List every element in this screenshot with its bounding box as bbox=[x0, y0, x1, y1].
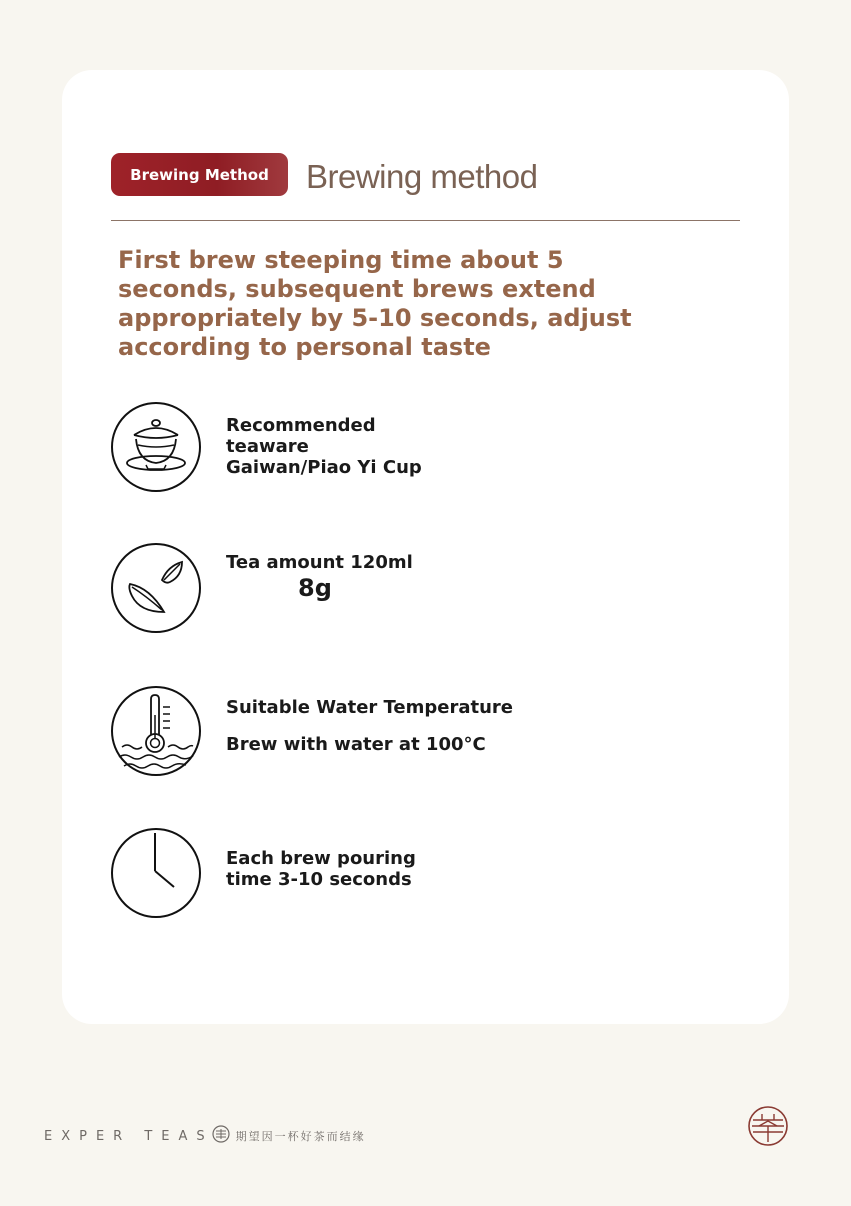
clock-icon bbox=[110, 827, 202, 919]
teaware-line-3: Gaiwan/Piao Yi Cup bbox=[226, 457, 422, 478]
footer-brand bbox=[44, 1126, 366, 1146]
tea-amount-info bbox=[226, 552, 413, 573]
pouring-time-line-2: time 3-10 seconds bbox=[226, 869, 412, 890]
tea-amount-value: 8g bbox=[298, 574, 332, 602]
section-title: Brewing method bbox=[306, 158, 538, 195]
teaware-line-1: Recommended bbox=[226, 415, 376, 436]
thermometer-icon bbox=[110, 685, 202, 777]
brand-name: EXPER TEAS bbox=[44, 1128, 214, 1144]
tea-leaves-icon bbox=[110, 542, 202, 634]
pouring-time-info bbox=[226, 848, 416, 890]
brewing-instructions: First brew steeping time about 5 seconds, subsequent brews extend appropriately by 5-10 seconds, adjust according to personal taste bbox=[118, 246, 632, 361]
pouring-time-line-1: Each brew pouring bbox=[226, 848, 416, 869]
water-temperature-info bbox=[226, 697, 513, 755]
water-temperature-value: Brew with water at 100°C bbox=[226, 734, 486, 755]
section-badge-label: Brewing Method bbox=[130, 165, 269, 184]
teaware-info bbox=[226, 415, 422, 478]
tea-amount-line: Tea amount 120ml bbox=[226, 552, 413, 573]
tea-seal-logo-icon bbox=[747, 1105, 789, 1147]
section-badge bbox=[111, 153, 288, 196]
water-temperature-label: Suitable Water Temperature bbox=[226, 697, 514, 718]
divider bbox=[111, 220, 740, 221]
brand-seal-icon bbox=[212, 1125, 230, 1147]
teaware-line-2: teaware bbox=[226, 436, 309, 457]
brand-slogan: 期望因一杯好茶而结缘 bbox=[235, 1130, 366, 1143]
gaiwan-icon bbox=[110, 401, 202, 493]
